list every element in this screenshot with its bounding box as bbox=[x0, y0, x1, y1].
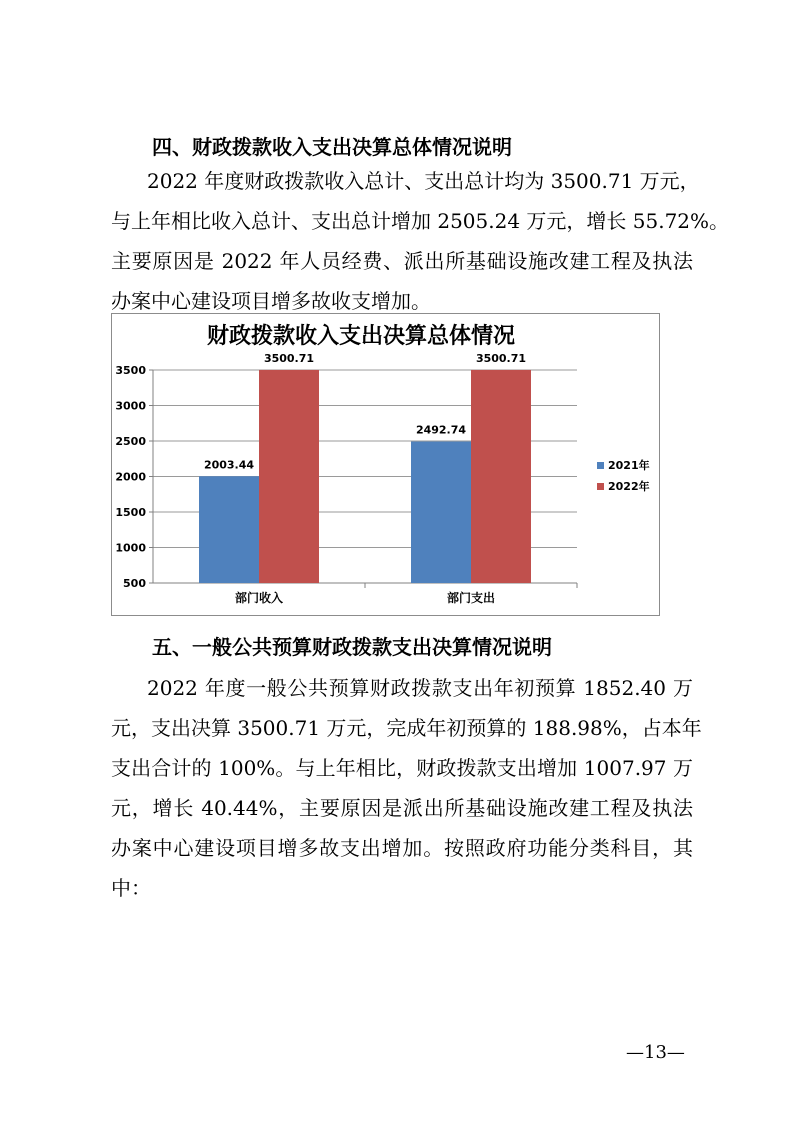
legend-label: 2022年 bbox=[608, 480, 650, 493]
section-5-paragraph bbox=[111, 668, 702, 908]
data-label: 3500.71 bbox=[475, 351, 527, 365]
bar-chart bbox=[111, 313, 660, 616]
bar bbox=[471, 370, 531, 583]
section-4-paragraph bbox=[111, 161, 730, 321]
data-label: 2492.74 bbox=[415, 423, 467, 437]
data-label: 2003.44 bbox=[203, 458, 255, 472]
legend-label: 2021年 bbox=[608, 459, 650, 472]
paragraph-line: 元，增长 40.44%，主要原因是派出所基础设施改建工程及执法 bbox=[111, 796, 693, 820]
paragraph-line: 与上年相比收入总计、支出总计增加 2505.24 万元，增长 55.72%。 bbox=[111, 209, 730, 233]
paragraph-line: 2022 年度财政拨款收入总计、支出总计均为 3500.71 万元， bbox=[147, 169, 700, 193]
y-tick-label: 2500 bbox=[115, 435, 146, 448]
section-4-heading: 四、财政拨款收入支出决算总体情况说明 bbox=[152, 135, 512, 159]
paragraph-line: 办案中心建设项目增多故支出增加。按照政府功能分类科目，其 bbox=[111, 836, 693, 860]
y-tick-label: 1000 bbox=[115, 541, 146, 555]
x-category-label: 部门支出 bbox=[446, 591, 496, 605]
paragraph-line: 元，支出决算 3500.71 万元，完成年初预算的 188.98%，占本年 bbox=[111, 716, 702, 740]
y-tick-label: 3000 bbox=[115, 399, 146, 413]
legend-swatch bbox=[597, 462, 604, 469]
y-tick-label: 500 bbox=[123, 577, 146, 590]
bar-chart-svg bbox=[111, 313, 660, 616]
chart-title: 财政拨款收入支出决算总体情况 bbox=[206, 324, 516, 349]
bar bbox=[411, 442, 471, 583]
page-number: —13— bbox=[626, 1042, 685, 1063]
paragraph-line: 支出合计的 100%。与上年相比，财政拨款支出增加 1007.97 万 bbox=[111, 756, 693, 780]
y-tick-label: 3500 bbox=[115, 364, 146, 377]
paragraph-line: 办案中心建设项目增多故收支增加。 bbox=[111, 289, 431, 313]
legend-swatch bbox=[597, 483, 604, 490]
bar bbox=[259, 370, 319, 583]
data-label: 3500.71 bbox=[263, 351, 315, 365]
paragraph-line: 2022 年度一般公共预算财政拨款支出年初预算 1852.40 万 bbox=[147, 676, 693, 700]
paragraph-line: 中： bbox=[111, 876, 151, 900]
section-5-heading: 五、一般公共预算财政拨款支出决算情况说明 bbox=[152, 635, 552, 659]
y-tick-label: 1500 bbox=[115, 506, 146, 519]
x-category-label: 部门收入 bbox=[234, 591, 284, 605]
bar bbox=[199, 476, 259, 583]
y-tick-label: 2000 bbox=[115, 470, 146, 484]
paragraph-line: 主要原因是 2022 年人员经费、派出所基础设施改建工程及执法 bbox=[111, 249, 693, 273]
